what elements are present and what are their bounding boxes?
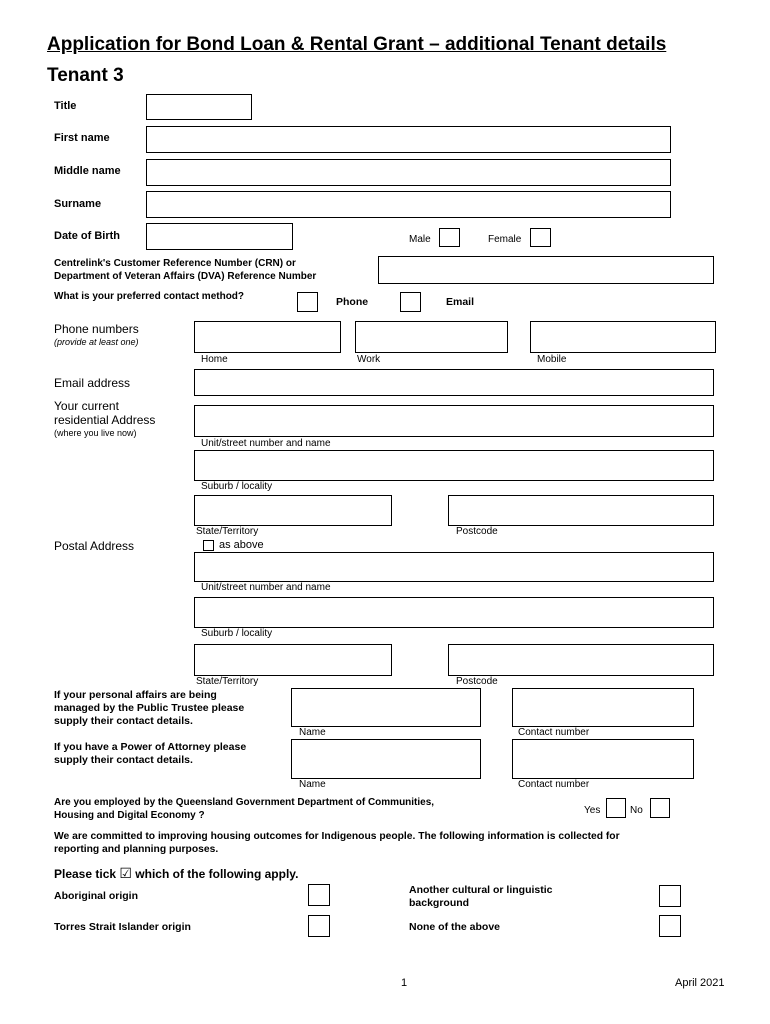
employment-question-line1: Are you employed by the Queensland Government Department of Communities, — [54, 797, 435, 808]
postal-suburb-caption: Suburb / locality — [201, 628, 273, 639]
attorney-text-line2: supply their contact details. — [54, 754, 193, 766]
residential-label-line2: residential Address — [54, 413, 156, 427]
trustee-name-field[interactable] — [291, 688, 481, 727]
page-number: 1 — [401, 977, 408, 989]
attorney-text-line1: If you have a Power of Attorney please — [54, 741, 247, 753]
attorney-contact-field[interactable] — [512, 739, 694, 779]
aboriginal-label: Aboriginal origin — [54, 890, 138, 902]
crn-label-line2: Department of Veteran Affairs (DVA) Reference Number — [54, 271, 317, 282]
email-label: Email address — [54, 376, 131, 390]
postal-street-field[interactable] — [194, 552, 714, 582]
as-above-label: as above — [219, 539, 264, 551]
tick-instruction — [54, 866, 298, 882]
footer-date: April 2021 — [675, 977, 725, 989]
other-cultural-checkbox[interactable] — [659, 885, 681, 907]
title-label: Title — [54, 100, 77, 112]
employment-yes-label: Yes — [584, 805, 601, 816]
residential-state-caption: State/Territory — [196, 526, 259, 537]
phone-method-checkbox[interactable] — [297, 292, 318, 312]
contact-method-label: What is your preferred contact method? — [54, 291, 245, 302]
torres-checkbox[interactable] — [308, 915, 330, 937]
postal-suburb-field[interactable] — [194, 597, 714, 628]
female-label: Female — [488, 234, 522, 245]
trustee-contact-caption: Contact number — [518, 727, 590, 738]
postal-state-field[interactable] — [194, 644, 392, 676]
attorney-name-field[interactable] — [291, 739, 481, 779]
trustee-name-caption: Name — [299, 727, 326, 738]
email-field[interactable] — [194, 369, 714, 396]
as-above-checkbox[interactable] — [203, 540, 214, 551]
tick-instruction-prefix: Please tick — [54, 867, 117, 881]
attorney-contact-caption: Contact number — [518, 779, 590, 790]
surname-field[interactable] — [146, 191, 671, 218]
employment-question-line2: Housing and Digital Economy ? — [54, 810, 205, 821]
tick-instruction-suffix: which of the following apply. — [135, 867, 299, 881]
residential-postcode-caption: Postcode — [456, 526, 498, 537]
dob-label: Date of Birth — [54, 230, 120, 242]
postal-label: Postal Address — [54, 539, 135, 553]
residential-suburb-field[interactable] — [194, 450, 714, 481]
crn-label-line1: Centrelink's Customer Reference Number (CRN) or — [54, 258, 296, 269]
indigenous-statement-line2: reporting and planning purposes. — [54, 844, 219, 855]
phone-method-label: Phone — [336, 296, 369, 308]
form-title: Application for Bond Loan & Rental Grant – additional Tenant details — [47, 34, 667, 55]
other-cultural-label-line2: background — [409, 897, 470, 909]
postal-postcode-caption: Postcode — [456, 676, 498, 687]
checkbox-tick-icon: ☑ — [119, 866, 132, 882]
trustee-text-line2: managed by the Public Trustee please — [54, 702, 245, 714]
employment-no-checkbox[interactable] — [650, 798, 670, 818]
work-phone-field[interactable] — [355, 321, 508, 353]
residential-hint: (where you live now) — [54, 428, 137, 438]
email-method-checkbox[interactable] — [400, 292, 421, 312]
trustee-text-line1: If your personal affairs are being — [54, 689, 217, 701]
email-method-label: Email — [446, 296, 475, 308]
work-caption: Work — [357, 354, 381, 365]
none-label: None of the above — [409, 921, 501, 933]
home-phone-field[interactable] — [194, 321, 341, 353]
male-label: Male — [409, 234, 431, 245]
other-cultural-label-line1: Another cultural or linguistic — [409, 884, 553, 896]
employment-no-label: No — [630, 805, 643, 816]
postal-state-caption: State/Territory — [196, 676, 259, 687]
residential-suburb-caption: Suburb / locality — [201, 481, 273, 492]
middle-name-field[interactable] — [146, 159, 671, 186]
home-caption: Home — [201, 354, 228, 365]
torres-label: Torres Strait Islander origin — [54, 921, 191, 933]
residential-label-line1: Your current — [54, 399, 119, 413]
postal-postcode-field[interactable] — [448, 644, 714, 676]
female-checkbox[interactable] — [530, 228, 551, 247]
middle-name-label: Middle name — [54, 165, 121, 177]
phone-numbers-label: Phone numbers — [54, 322, 139, 336]
residential-postcode-field[interactable] — [448, 495, 714, 526]
first-name-field[interactable] — [146, 126, 671, 153]
attorney-name-caption: Name — [299, 779, 326, 790]
dob-field[interactable] — [146, 223, 293, 250]
residential-street-caption: Unit/street number and name — [201, 438, 331, 449]
trustee-contact-field[interactable] — [512, 688, 694, 727]
tenant-heading: Tenant 3 — [47, 65, 124, 86]
mobile-phone-field[interactable] — [530, 321, 716, 353]
crn-field[interactable] — [378, 256, 714, 284]
indigenous-statement-line1: We are committed to improving housing outcomes for Indigenous people. The following information is collected for — [54, 831, 620, 842]
surname-label: Surname — [54, 198, 102, 210]
employment-yes-checkbox[interactable] — [606, 798, 626, 818]
none-checkbox[interactable] — [659, 915, 681, 937]
title-field[interactable] — [146, 94, 252, 120]
phone-numbers-hint: (provide at least one) — [54, 337, 139, 347]
mobile-caption: Mobile — [537, 354, 567, 365]
residential-street-field[interactable] — [194, 405, 714, 437]
male-checkbox[interactable] — [439, 228, 460, 247]
trustee-text-line3: supply their contact details. — [54, 715, 193, 727]
residential-state-field[interactable] — [194, 495, 392, 526]
aboriginal-checkbox[interactable] — [308, 884, 330, 906]
first-name-label: First name — [54, 132, 110, 144]
postal-street-caption: Unit/street number and name — [201, 582, 331, 593]
